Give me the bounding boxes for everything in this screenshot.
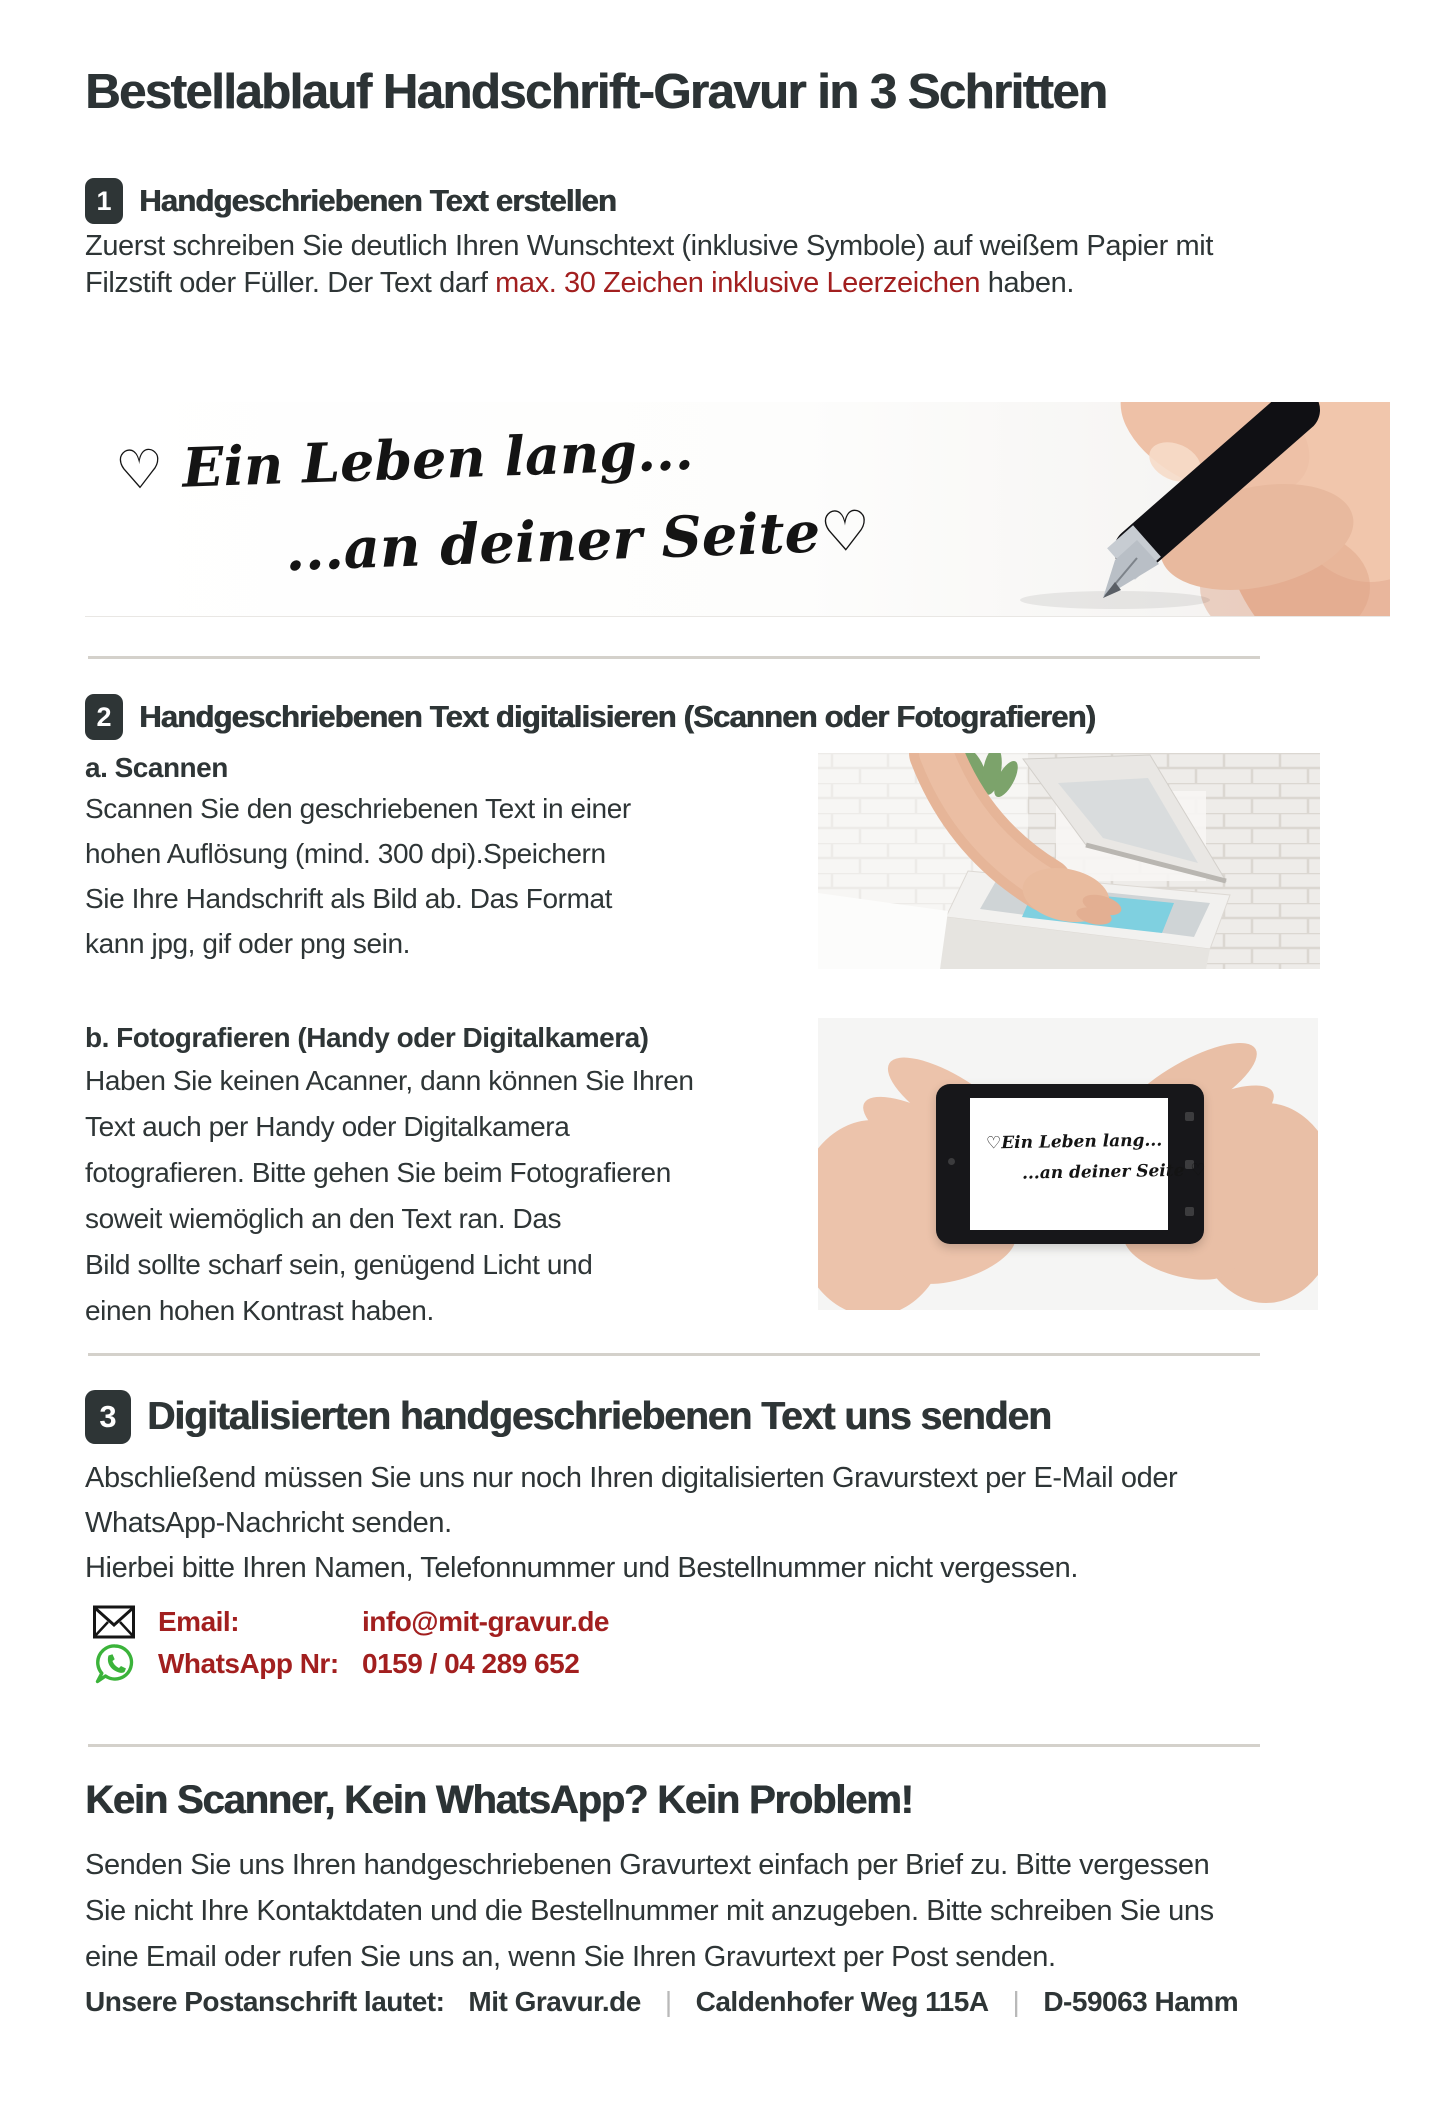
- address-city: D-59063 Hamm: [1043, 1986, 1239, 2017]
- step3-heading: Digitalisierten handgeschriebenen Text uns senden: [147, 1395, 1051, 1438]
- step1-paragraph: [85, 228, 1213, 302]
- foto-subheading: b. Fotografieren (Handy oder Digitalkamera): [85, 1022, 649, 1053]
- scanner-illustration: [818, 753, 1320, 969]
- scan-line: Scannen Sie den geschriebenen Text in einer: [85, 793, 631, 824]
- step1-line2: [85, 265, 1213, 302]
- foto-paragraph: [85, 1058, 694, 1334]
- step1-heading-row: [85, 178, 616, 224]
- foto-line: Haben Sie keinen Acanner, dann können Sie Ihren: [85, 1065, 694, 1096]
- email-contact-row: [92, 1602, 609, 1642]
- step3-line: Abschließend müssen Sie uns nur noch Ihren digitalisierten Gravurstext per E-Mail oder: [85, 1462, 1178, 1494]
- address-separator: |: [1012, 1986, 1020, 2017]
- section-divider: [88, 1744, 1260, 1747]
- foto-line: soweit wiemöglich an den Text ran. Das: [85, 1203, 562, 1234]
- foto-line: fotografieren. Bitte gehen Sie beim Fotografieren: [85, 1157, 671, 1188]
- scan-subheading: a. Scannen: [85, 752, 228, 783]
- email-value: info@mit-gravur.de: [362, 1606, 609, 1637]
- whatsapp-value: 0159 / 04 289 652: [362, 1648, 580, 1679]
- address-company: Mit Gravur.de: [468, 1986, 641, 2017]
- scan-line: hohen Auflösung (mind. 300 dpi).Speichern: [85, 838, 606, 869]
- no-scanner-paragraph: [85, 1842, 1214, 1980]
- phone-screen-line1: ♡Ein Leben lang...: [985, 1130, 1163, 1154]
- smartphone: [936, 1084, 1204, 1244]
- no-scanner-line: Senden Sie uns Ihren handgeschriebenen Gravurtext einfach per Brief zu. Bitte vergessen: [85, 1849, 1210, 1881]
- step1-line1: Zuerst schreiben Sie deutlich Ihren Wunschtext (inklusive Symbole) auf weißem Papier mit: [85, 230, 1213, 262]
- email-label: Email:: [158, 1606, 240, 1637]
- step3-line: Hierbei bitte Ihren Namen, Telefonnummer und Bestellnummer nicht vergessen.: [85, 1552, 1079, 1584]
- step3-line: WhatsApp-Nachricht senden.: [85, 1507, 452, 1539]
- postal-address-row: [85, 1986, 1238, 2018]
- no-scanner-line: eine Email oder rufen Sie uns an, wenn Sie Ihren Gravurtext per Post senden.: [85, 1941, 1056, 1973]
- phone-screen-line2: ...an deiner Seite ♡: [1021, 1160, 1206, 1184]
- whatsapp-icon: [92, 1641, 158, 1687]
- foto-line: Text auch per Handy oder Digitalkamera: [85, 1111, 570, 1142]
- address-street: Caldenhofer Weg 115A: [695, 1986, 989, 2017]
- step2-number-badge: 2: [85, 694, 123, 740]
- scan-line: kann jpg, gif oder png sein.: [85, 928, 411, 959]
- envelope-icon: [92, 1604, 158, 1640]
- whatsapp-contact-row: [92, 1644, 579, 1684]
- step1-line2-highlight: max. 30 Zeichen inklusive Leerzeichen: [495, 267, 981, 299]
- pen-shadow: [1020, 591, 1210, 609]
- whatsapp-label: WhatsApp Nr:: [158, 1648, 339, 1679]
- step3-heading-row: [85, 1390, 1051, 1444]
- handwriting-line1: ♡ Ein Leben lang...: [114, 417, 695, 503]
- handwriting-line2: ...an deiner Seite♡: [284, 497, 872, 585]
- step3-number-badge: 3: [85, 1390, 131, 1444]
- foto-line: Bild sollte scharf sein, genügend Licht und: [85, 1249, 593, 1280]
- address-separator: |: [664, 1986, 672, 2017]
- scan-line: Sie Ihre Handschrift als Bild ab. Das Format: [85, 883, 613, 914]
- phone-photo: [818, 1018, 1318, 1310]
- handwriting-sample-image: [85, 402, 1390, 617]
- scanner-photo: [818, 753, 1320, 969]
- fountain-pen-hand-illustration: [770, 402, 1390, 616]
- no-scanner-line: Sie nicht Ihre Kontaktdaten und die Bestellnummer mit anzugeben. Bitte schreiben Sie uns: [85, 1895, 1214, 1927]
- step1-number-badge: 1: [85, 178, 123, 224]
- step1-line2-pre: Filzstift oder Füller. Der Text darf: [85, 267, 496, 299]
- step1-line2-post: haben.: [980, 267, 1075, 299]
- foto-line: einen hohen Kontrast haben.: [85, 1295, 434, 1326]
- section-divider: [88, 1353, 1260, 1356]
- section-divider: [88, 656, 1260, 659]
- page-title: Bestellablauf Handschrift-Gravur in 3 Schritten: [85, 65, 1107, 119]
- phone-camera-icon: [948, 1158, 955, 1165]
- step1-heading: Handgeschriebenen Text erstellen: [139, 183, 616, 218]
- step2-heading: Handgeschriebenen Text digitalisieren (Scannen oder Fotografieren): [139, 699, 1096, 734]
- step3-paragraph: [85, 1456, 1177, 1591]
- address-label: Unsere Postanschrift lautet:: [85, 1986, 445, 2017]
- scan-paragraph: [85, 786, 631, 966]
- step2-heading-row: [85, 694, 1095, 740]
- no-scanner-heading: Kein Scanner, Kein WhatsApp? Kein Problem!: [85, 1778, 913, 1822]
- phone-screen: [970, 1098, 1206, 1230]
